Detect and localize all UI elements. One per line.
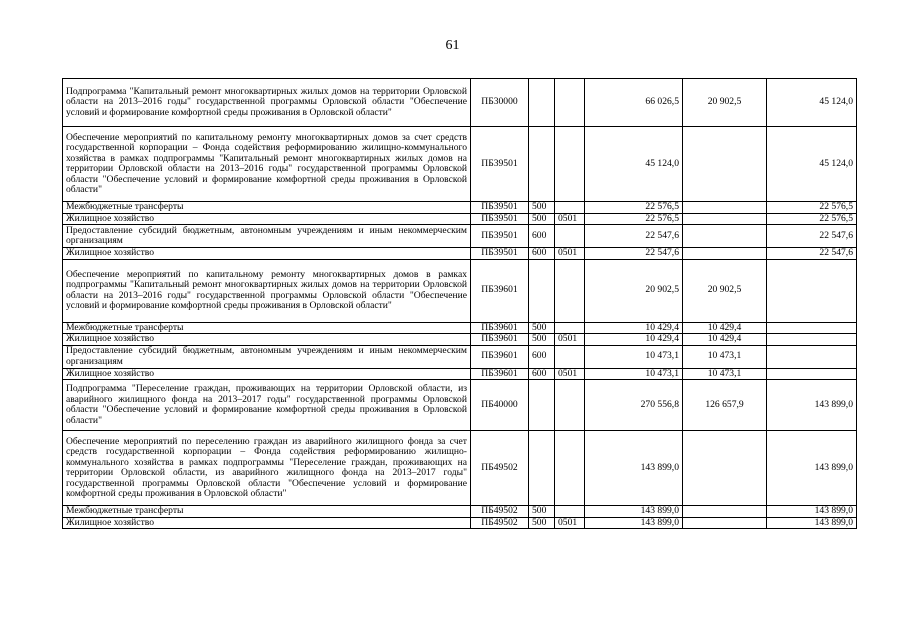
row-rz: [555, 380, 585, 431]
row-col3: 45 124,0: [767, 127, 857, 202]
row-name: Межбюджетные трансферты: [63, 506, 471, 518]
row-code: ПБ49502: [471, 506, 529, 518]
row-rz: [555, 259, 585, 322]
table-row: [63, 345, 857, 368]
row-code: ПБ39501: [471, 127, 529, 202]
row-total: 143 899,0: [585, 517, 683, 529]
row-code: ПБ49502: [471, 431, 529, 506]
row-vr: [529, 380, 555, 431]
row-vr: 600: [529, 225, 555, 248]
row-vr: [529, 431, 555, 506]
row-vr: 600: [529, 368, 555, 380]
row-vr: 500: [529, 334, 555, 346]
row-name: Жилищное хозяйство: [63, 517, 471, 529]
row-col3: [767, 322, 857, 334]
row-col2: [683, 202, 767, 214]
row-col2: 10 473,1: [683, 345, 767, 368]
row-total: 22 576,5: [585, 202, 683, 214]
table-row: [63, 431, 857, 506]
row-name: Подпрограмма "Переселение граждан, проживающих на территории Орловской области, из аварийного жилищного фонда на 2013–2017 годы" государственной программы Орловской области "Обеспечение условий и формирование комфортной среды проживания в Орловской области": [63, 380, 471, 431]
row-code: ПБ39601: [471, 368, 529, 380]
row-total: 45 124,0: [585, 127, 683, 202]
row-col3: 143 899,0: [767, 380, 857, 431]
page-number: 61: [445, 38, 460, 53]
row-vr: 500: [529, 506, 555, 518]
row-code: ПБ49502: [471, 517, 529, 529]
row-code: ПБ39501: [471, 213, 529, 225]
row-col3: 143 899,0: [767, 431, 857, 506]
row-col3: [767, 345, 857, 368]
table-row: [63, 127, 857, 202]
row-rz: [555, 431, 585, 506]
row-col3: 22 547,6: [767, 248, 857, 260]
row-name: Обеспечение мероприятий по переселению граждан из аварийного жилищного фонда за счет средств государственной корпорации – Фонда содействия реформированию жилищно-коммунального хозяйства в рамках подпрограммы "Переселение граждан, проживающих на территории Орловской области, из аварийного жилищного фонда на 2013–2017 годы" государственной программы Орловской области "Обеспечение условий и формирование комфортной среды проживания в Орловской области": [63, 431, 471, 506]
row-name: Жилищное хозяйство: [63, 368, 471, 380]
row-code: ПБ39601: [471, 322, 529, 334]
table-row: [63, 506, 857, 518]
row-col2: [683, 248, 767, 260]
row-rz: [555, 202, 585, 214]
row-total: 10 473,1: [585, 345, 683, 368]
row-vr: [529, 79, 555, 127]
row-col2: [683, 506, 767, 518]
row-name: Обеспечение мероприятий по капитальному ремонту многоквартирных домов за счет средств государственной корпорации – Фонда содействия реформированию жилищно-коммунального хозяйства в рамках подпрограммы "Капитальный ремонт многоквартирных жилых домов на территории Орловской области на 2013–2016 годы" государственной программы Орловской области "Обеспечение условий и формирование комфортной среды проживания в Орловской области": [63, 127, 471, 202]
row-vr: 500: [529, 202, 555, 214]
table-row: [63, 380, 857, 431]
row-rz: [555, 345, 585, 368]
row-col2: [683, 213, 767, 225]
row-vr: 500: [529, 213, 555, 225]
row-total: 10 429,4: [585, 322, 683, 334]
row-total: 66 026,5: [585, 79, 683, 127]
row-name: Предоставление субсидий бюджетным, автономным учреждениям и иным некоммерческим организациям: [63, 345, 471, 368]
row-rz: 0501: [555, 334, 585, 346]
row-name: Жилищное хозяйство: [63, 213, 471, 225]
row-col2: 20 902,5: [683, 79, 767, 127]
row-total: 143 899,0: [585, 431, 683, 506]
row-col2: [683, 517, 767, 529]
row-name: Обеспечение мероприятий по капитальному ремонту многоквартирных домов в рамках подпрограммы "Капитальный ремонт многоквартирных жилых домов на территории Орловской области на 2013–2016 годы" государственной программы Орловской области "Обеспечение условий и формирование комфортной среды проживания в Орловской области": [63, 259, 471, 322]
row-col3: 22 547,6: [767, 225, 857, 248]
row-col3: [767, 334, 857, 346]
row-col3: 22 576,5: [767, 202, 857, 214]
row-code: ПБ39501: [471, 202, 529, 214]
row-rz: [555, 127, 585, 202]
row-name: Предоставление субсидий бюджетным, автономным учреждениям и иным некоммерческим организациям: [63, 225, 471, 248]
table-row: [63, 368, 857, 380]
row-col2: 10 429,4: [683, 322, 767, 334]
budget-table: [62, 78, 857, 529]
row-col2: 10 429,4: [683, 334, 767, 346]
row-col3: 45 124,0: [767, 79, 857, 127]
row-col2: 126 657,9: [683, 380, 767, 431]
row-rz: 0501: [555, 368, 585, 380]
table-row: [63, 334, 857, 346]
row-code: ПБ40000: [471, 380, 529, 431]
row-col2: [683, 225, 767, 248]
row-total: 270 556,8: [585, 380, 683, 431]
row-name: Межбюджетные трансферты: [63, 202, 471, 214]
row-total: 22 547,6: [585, 225, 683, 248]
row-col2: 20 902,5: [683, 259, 767, 322]
row-col3: [767, 368, 857, 380]
row-name: Жилищное хозяйство: [63, 334, 471, 346]
table-row: [63, 259, 857, 322]
table-row: [63, 202, 857, 214]
row-total: 22 547,6: [585, 248, 683, 260]
row-total: 10 429,4: [585, 334, 683, 346]
row-name: Жилищное хозяйство: [63, 248, 471, 260]
row-col2: [683, 127, 767, 202]
row-code: ПБ39501: [471, 248, 529, 260]
row-total: 22 576,5: [585, 213, 683, 225]
row-rz: [555, 322, 585, 334]
row-vr: 600: [529, 345, 555, 368]
row-rz: 0501: [555, 213, 585, 225]
row-name: Подпрограмма "Капитальный ремонт многоквартирных жилых домов на территории Орловской области на 2013–2016 годы" государственной программы Орловской области "Обеспечение условий и формирование комфортной среды проживания в Орловской области": [63, 79, 471, 127]
row-vr: 600: [529, 248, 555, 260]
row-code: ПБ39601: [471, 259, 529, 322]
row-rz: [555, 506, 585, 518]
row-rz: 0501: [555, 517, 585, 529]
row-rz: [555, 225, 585, 248]
row-name: Межбюджетные трансферты: [63, 322, 471, 334]
table-row: [63, 517, 857, 529]
row-col3: 143 899,0: [767, 517, 857, 529]
row-col2: [683, 431, 767, 506]
row-col3: 22 576,5: [767, 213, 857, 225]
table-row: [63, 213, 857, 225]
row-vr: 500: [529, 322, 555, 334]
row-col3: [767, 259, 857, 322]
row-code: ПБ39501: [471, 225, 529, 248]
row-code: ПБ30000: [471, 79, 529, 127]
row-rz: [555, 79, 585, 127]
row-vr: [529, 127, 555, 202]
table-row: [63, 248, 857, 260]
row-rz: 0501: [555, 248, 585, 260]
row-total: 20 902,5: [585, 259, 683, 322]
row-vr: 500: [529, 517, 555, 529]
row-vr: [529, 259, 555, 322]
table-row: [63, 322, 857, 334]
row-col3: 143 899,0: [767, 506, 857, 518]
row-code: ПБ39601: [471, 334, 529, 346]
table-row: [63, 225, 857, 248]
row-total: 10 473,1: [585, 368, 683, 380]
row-code: ПБ39601: [471, 345, 529, 368]
row-col2: 10 473,1: [683, 368, 767, 380]
table-row: [63, 79, 857, 127]
row-total: 143 899,0: [585, 506, 683, 518]
